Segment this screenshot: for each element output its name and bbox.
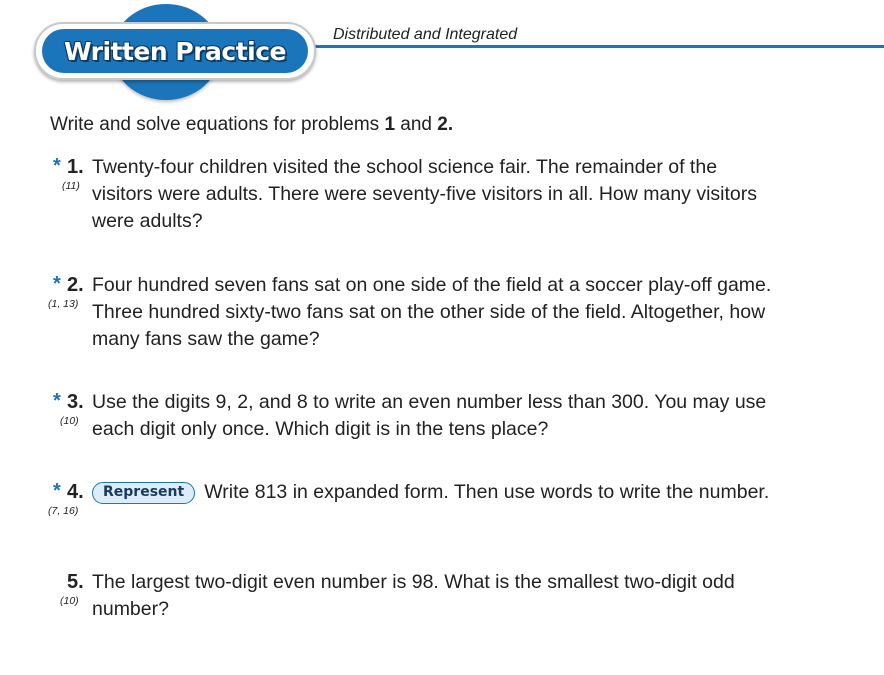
problem-number: 1. xyxy=(67,156,84,178)
problem-text: Use the digits 9, 2, and 8 to write an even number less than 300. You may use each digit only once. Which digit is in the tens place? xyxy=(92,391,767,440)
section-title: Written Practice xyxy=(63,36,287,66)
instructions-bold-1: 1 xyxy=(384,114,396,135)
instructions-text: Write and solve equations for problems xyxy=(50,114,385,135)
instructions-and: and xyxy=(395,114,438,135)
lesson-reference: (10) xyxy=(60,595,79,607)
header-subtitle: Distributed and Integrated xyxy=(333,26,518,43)
star-marker: * xyxy=(53,155,61,177)
problem-number: 4. xyxy=(67,481,84,503)
problem-text: Four hundred seven fans sat on one side of the field at a soccer play-off game. Three hundred sixty-two fans sat on the other side of the field. Altogether, how many fans saw the game? xyxy=(92,274,772,350)
star-marker: * xyxy=(53,390,61,412)
section-badge xyxy=(42,29,308,73)
problem-text xyxy=(92,479,772,506)
section-header xyxy=(0,0,884,110)
instructions-bold-2: 2. xyxy=(437,114,454,135)
problem-number: 2. xyxy=(67,274,84,296)
star-marker: * xyxy=(53,273,61,295)
problem-number: 3. xyxy=(67,391,84,413)
lesson-reference: (11) xyxy=(62,180,80,192)
lesson-reference: (7, 16) xyxy=(48,505,79,517)
star-marker: * xyxy=(53,480,61,502)
lesson-reference: (1, 13) xyxy=(48,298,79,310)
instructions xyxy=(50,114,453,136)
represent-tag: Represent xyxy=(92,482,195,504)
problem-text: Twenty-four children visited the school science fair. The remainder of the visitors were adults. There were seventy-five visitors in all. How many visitors were adults? xyxy=(92,156,758,232)
lesson-reference: (10) xyxy=(60,415,79,427)
problem-text: The largest two-digit even number is 98. What is the smallest two-digit odd number? xyxy=(92,571,735,620)
header-rule xyxy=(310,45,884,48)
problem-number: 5. xyxy=(67,571,84,593)
problem-text-body: Write 813 in expanded form. Then use words to write the number. xyxy=(204,481,770,503)
